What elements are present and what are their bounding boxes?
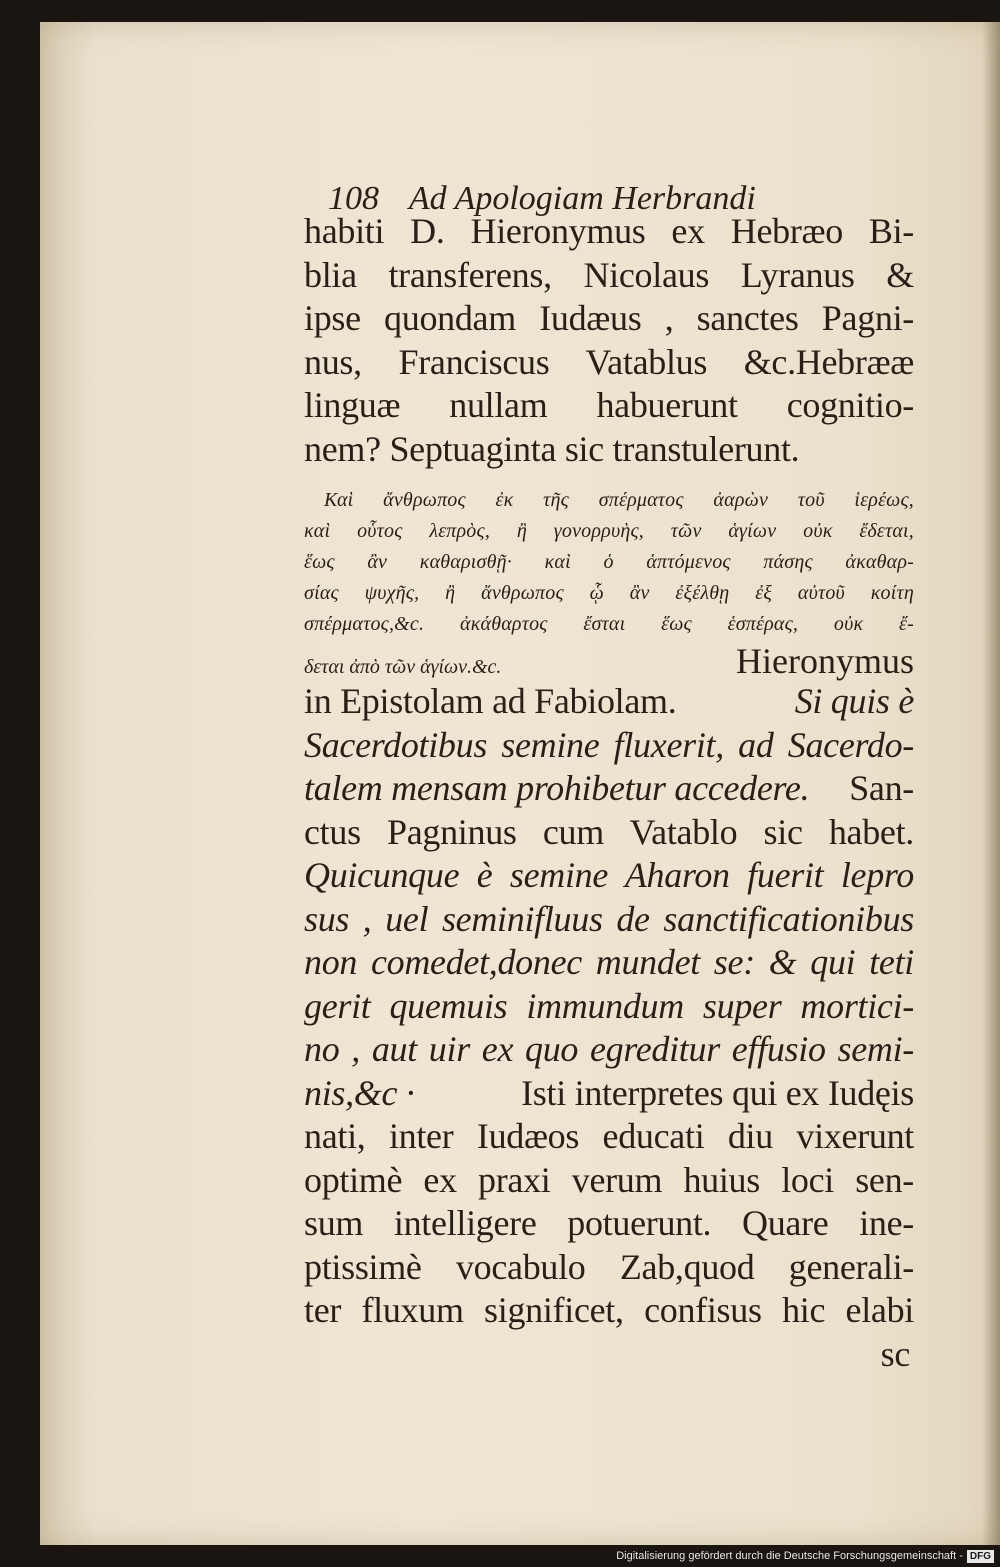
epistola-italic: Si quis è — [794, 681, 914, 721]
talem-text: San- — [849, 768, 914, 808]
greek-line: σπέρματος,&c. ἀκάθαρτος ἔσται ἕως ἑσπέρας, οὐκ ἔ- — [304, 613, 914, 635]
italic-line: Quicunque è semine Aharon fuerit lepro — [304, 855, 914, 895]
talem-italic: talem mensam prohibetur accedere. — [304, 768, 810, 808]
italic-line: no , aut uir ex quo egreditur effusio semi- — [304, 1029, 914, 1069]
text-line: blia transferens, Nicolaus Lyranus & — [304, 254, 914, 295]
nis-italic: nis,&c · — [304, 1072, 415, 1113]
greek-line: καὶ οὗτος λεπρὸς, ἢ γονορρυὴς, τῶν ἁγίων οὐκ ἔδεται, — [304, 520, 914, 542]
catchword: sc — [880, 1333, 910, 1374]
epistola-text: in Epistolam ad Fabiolam. — [304, 681, 677, 721]
italic-line: Sacerdotibus semine fluxerit, ad Sacerdo- — [304, 724, 914, 765]
italic-line: sus , uel seminifluus de sanctificationibus — [304, 898, 914, 939]
digitization-footer — [616, 1547, 994, 1565]
latin-fragment: Hieronymus — [736, 641, 914, 681]
talem-line — [304, 767, 914, 811]
running-title: Ad Apologiam Herbrandi — [408, 180, 756, 217]
italic-line: non comedet,donec mundet se: & qui teti — [304, 942, 914, 982]
greek-line: Καὶ ἄνθρωπος ἐκ τῆς σπέρματος ἀαρὼν τοῦ ἱερέως, — [324, 489, 914, 511]
greek-line: σίας ψυχῆς, ἢ ἄνθρωπος ᾧ ἂν ἐξέλθῃ ἐξ αὐτοῦ κοίτη — [304, 582, 914, 604]
text-line: linguæ nullam habuerunt cognitio- — [304, 385, 914, 425]
text-line: ter fluxum significet, confisus hic elabi — [304, 1290, 914, 1330]
page-body — [304, 210, 914, 1376]
text-line: sum intelligere potuerunt. Quare ine- — [304, 1203, 914, 1243]
text-line: ipse quondam Iudæus , sanctes Pagni- — [304, 298, 914, 338]
text-line: nem? Septuaginta sic transtulerunt. — [304, 428, 800, 469]
text-line: optimè ex praxi verum huius loci sen- — [304, 1159, 914, 1200]
text-line: nus, Franciscus Vatablus &c.Hebrææ — [304, 341, 914, 382]
page-number: 108 — [328, 180, 379, 217]
greek-line: ἕως ἂν καθαρισθῇ· καὶ ὁ ἁπτόμενος πάσης ἀκαθαρ- — [304, 551, 914, 573]
epistola-line — [304, 680, 914, 724]
text-line: ctus Pagninus cum Vatablo sic habet. — [304, 811, 914, 852]
nis-text: Isti interpretes qui ex Iudęis — [521, 1072, 914, 1113]
italic-line: gerit quemuis immundum super mortici- — [304, 985, 914, 1026]
text-line: nati, inter Iudæos educati diu vixerunt — [304, 1116, 914, 1156]
dfg-logo: DFG — [967, 1550, 994, 1563]
text-line: ptissimè vocabulo Zab,quod generali- — [304, 1246, 914, 1287]
nis-line — [304, 1072, 914, 1116]
footer-text: Digitalisierung gefördert durch die Deutsche Forschungsgemeinschaft - — [616, 1550, 963, 1562]
text-line: habiti D. Hieronymus ex Hebræo Bi- — [304, 211, 914, 251]
mixed-line — [304, 640, 914, 680]
greek-fragment: δεται ἀπὸ τῶν ἁγίων.&c. — [304, 656, 502, 678]
